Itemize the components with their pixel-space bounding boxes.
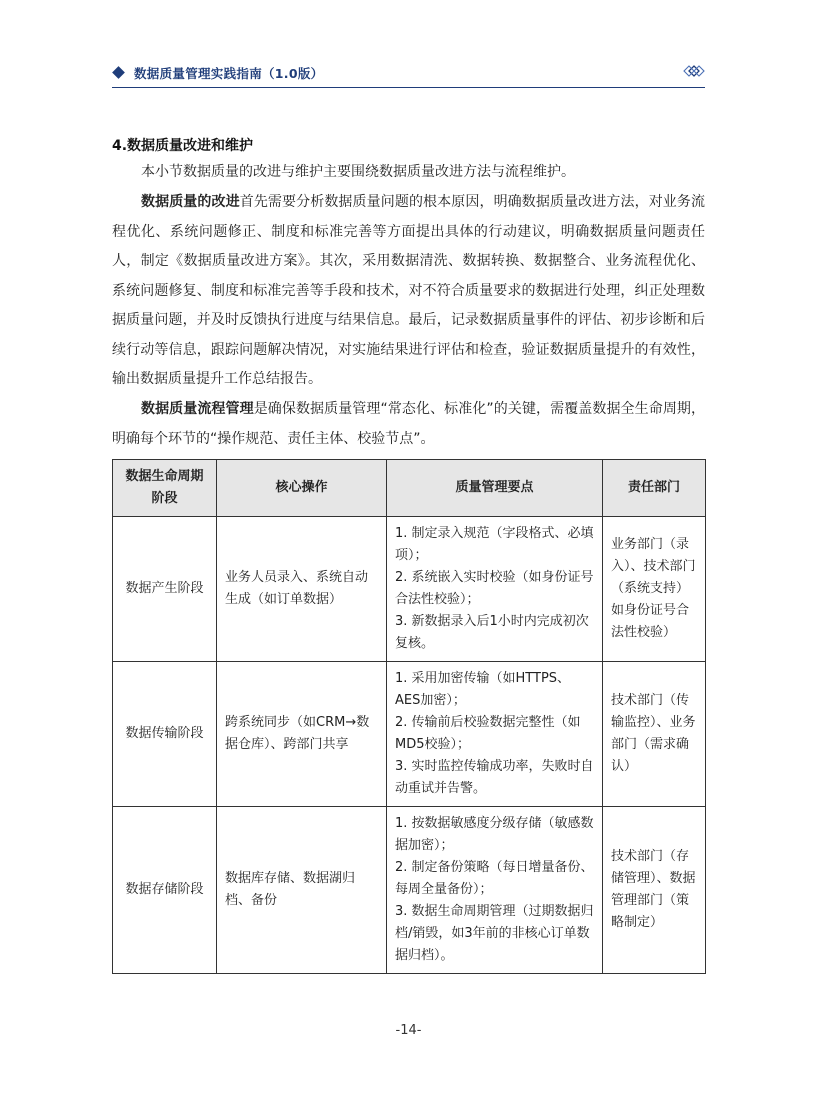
page-number: -14- — [395, 1023, 422, 1038]
point-item: 1. 按数据敏感度分级存储（敏感数据加密）； — [395, 816, 594, 853]
points-cell — [387, 662, 603, 807]
process-paragraph — [112, 395, 705, 454]
improve-paragraph — [112, 188, 705, 395]
process-text: 是确保数据质量管理“常态化、标准化”的关键，需覆盖数据全生命周期，明确每个环节的“操作规范、责任主体、校验节点”。 — [112, 401, 705, 447]
brand-logo-icon — [683, 63, 705, 79]
header-points: 质量管理要点 — [387, 460, 603, 517]
points-cell — [387, 807, 603, 974]
point-item: 2. 系统嵌入实时校验（如身份证号合法性校验）； — [395, 570, 594, 607]
table-row — [113, 807, 706, 974]
process-lead: 数据质量流程管理 — [141, 401, 254, 417]
point-item: 2. 制定备份策略（每日增量备份、每周全量备份）； — [395, 860, 594, 897]
point-item: 1. 制定录入规范（字段格式、必填项）； — [395, 526, 594, 563]
points-cell — [387, 517, 603, 662]
improve-text: 首先需要分析数据质量问题的根本原因，明确数据质量改进方法，对业务流程优化、系统问题修正、制度和标准完善等方面提出具体的行动建议，明确数据质量问题责任人，制定《数据质量改进方案》。其次，采用数据清洗、数据转换、数据整合、业务流程优化、系统问题修复、制度和标准完善等手段和技术，对不符合质量要求的数据进行处理，纠正处理数据质量问题，并及时反馈执行进度与结果信息。最后，记录数据质量事件的评估、初步诊断和后续行动等信息，跟踪问题解决情况，对实施结果进行评估和检查，验证数据质量提升的有效性，输出数据质量提升工作总结报告。 — [112, 194, 705, 387]
point-item: 1. 采用加密传输（如HTTPS、AES加密）； — [395, 671, 571, 708]
operation-cell: 业务人员录入、系统自动生成（如订单数据） — [217, 517, 387, 662]
department-cell: 技术部门（传输监控）、业务部门（需求确认） — [603, 662, 706, 807]
header-department: 责任部门 — [603, 460, 706, 517]
point-item: 3. 实时监控传输成功率，失败时自动重试并告警。 — [395, 759, 594, 796]
header-stage: 数据生命周期阶段 — [113, 460, 217, 517]
point-item: 2. 传输前后校验数据完整性（如MD5校验）； — [395, 715, 581, 752]
section-title: 4.数据质量改进和维护 — [112, 138, 254, 154]
lifecycle-table — [112, 459, 706, 974]
improve-lead: 数据质量的改进 — [141, 194, 240, 210]
page-header — [112, 62, 705, 88]
intro-paragraph: 本小节数据质量的改进与维护主要围绕数据质量改进方法与流程维护。 — [141, 164, 575, 180]
table-row — [113, 517, 706, 662]
operation-cell: 跨系统同步（如CRM→数据仓库）、跨部门共享 — [217, 662, 387, 807]
stage-cell: 数据产生阶段 — [113, 517, 217, 662]
operation-cell: 数据库存储、数据湖归档、备份 — [217, 807, 387, 974]
diamond-bullet-icon — [112, 66, 125, 79]
stage-cell: 数据传输阶段 — [113, 662, 217, 807]
table-header-row — [113, 460, 706, 517]
point-item: 3. 新数据录入后1小时内完成初次复核。 — [395, 614, 589, 651]
header-rule — [112, 87, 705, 88]
table-row — [113, 662, 706, 807]
stage-cell: 数据存储阶段 — [113, 807, 217, 974]
header-operation: 核心操作 — [217, 460, 387, 517]
document-title: 数据质量管理实践指南（1.0版） — [134, 66, 324, 81]
point-item: 3. 数据生命周期管理（过期数据归档/销毁，如3年前的非核心订单数据归档）。 — [395, 904, 594, 963]
department-cell: 业务部门（录入）、技术部门（系统支持）如身份证号合法性校验） — [603, 517, 706, 662]
department-cell: 技术部门（存储管理）、数据管理部门（策略制定） — [603, 807, 706, 974]
